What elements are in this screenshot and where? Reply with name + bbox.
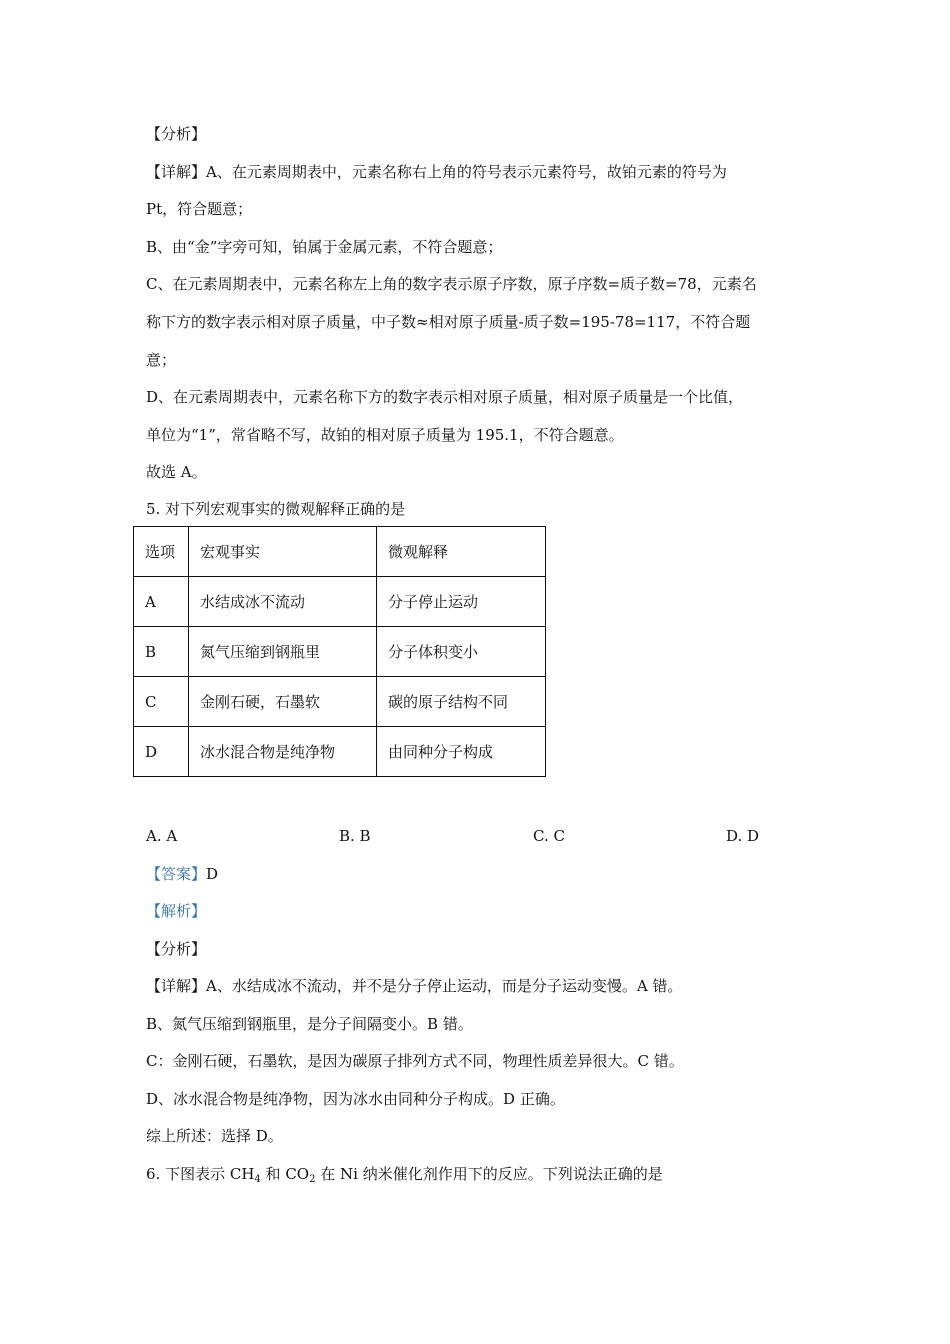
- table-cell: A: [134, 577, 189, 627]
- detail-line: D、冰水混合物是纯净物，因为冰水由同种分子构成。D 正确。: [146, 1090, 565, 1108]
- table-cell: B: [134, 627, 189, 677]
- analysis-heading-q4: 【分析】: [146, 125, 207, 143]
- explanation-heading: 【解析】: [146, 902, 207, 920]
- table-header-cell: 微观解释: [377, 527, 546, 577]
- table-header-cell: 宏观事实: [189, 527, 377, 577]
- question-5-stem: 5. 对下列宏观事实的微观解释正确的是: [146, 500, 406, 518]
- detail-line: 意；: [146, 351, 177, 369]
- table-cell: 氮气压缩到钢瓶里: [189, 627, 377, 677]
- answer-value: D: [206, 865, 219, 883]
- table-cell: 碳的原子结构不同: [377, 677, 546, 727]
- conclusion-line: 故选 A。: [146, 463, 207, 481]
- detail-line: 【详解】A、水结成冰不流动，并不是分子停止运动，而是分子运动变慢。A 错。: [146, 977, 683, 995]
- detail-line: Pt，符合题意；: [146, 200, 253, 218]
- option-d: D. D: [726, 827, 760, 845]
- summary-line: 综上所述：选择 D。: [146, 1127, 283, 1145]
- answer-line: [146, 864, 218, 884]
- table-row: [134, 577, 546, 627]
- table-cell: 冰水混合物是纯净物: [189, 727, 377, 777]
- detail-line: D、在元素周期表中，元素名称下方的数字表示相对原子质量，相对原子质量是一个比值，: [146, 388, 744, 406]
- detail-line: 单位为“1”，常省略不写，故铂的相对原子质量为 195.1，不符合题意。: [146, 426, 624, 444]
- table-cell: 由同种分子构成: [377, 727, 546, 777]
- subscript: 4: [254, 1174, 261, 1185]
- table-header-row: [134, 527, 546, 577]
- explanation-table: [133, 526, 546, 777]
- table-cell: 分子体积变小: [377, 627, 546, 677]
- table-cell: 分子停止运动: [377, 577, 546, 627]
- table-row: [134, 627, 546, 677]
- table-cell: D: [134, 727, 189, 777]
- table-header-cell: 选项: [134, 527, 189, 577]
- detail-line: 【详解】A、在元素周期表中，元素名称右上角的符号表示元素符号，故铂元素的符号为: [146, 163, 727, 181]
- detail-line: C：金刚石硬，石墨软，是因为碳原子排列方式不同，物理性质差异很大。C 错。: [146, 1052, 684, 1070]
- table-row: [134, 677, 546, 727]
- table-cell: 金刚石硬，石墨软: [189, 677, 377, 727]
- q6-text: 和 CO: [260, 1165, 310, 1183]
- detail-line: 称下方的数字表示相对原子质量，中子数≈相对原子质量-质子数=195-78=117，不符合题: [146, 313, 751, 331]
- option-c: C. C: [533, 827, 565, 845]
- detail-line: B、由“金”字旁可知，铂属于金属元素，不符合题意；: [146, 238, 503, 256]
- detail-line: B、氮气压缩到钢瓶里，是分子间隔变小。B 错。: [146, 1015, 473, 1033]
- table-row: [134, 727, 546, 777]
- q6-text: 在 Ni 纳米催化剂作用下的反应。下列说法正确的是: [315, 1165, 663, 1183]
- table-cell: C: [134, 677, 189, 727]
- detail-line: C、在元素周期表中，元素名称左上角的数字表示原子序数，原子序数=质子数=78，元素名: [146, 275, 757, 293]
- analysis-heading-q5: 【分析】: [146, 940, 207, 958]
- table-cell: 水结成冰不流动: [189, 577, 377, 627]
- subscript: 2: [309, 1174, 316, 1185]
- answer-label: 【答案】: [146, 865, 207, 883]
- question-6-stem: [146, 1164, 663, 1184]
- q6-text: 6. 下图表示 CH: [146, 1165, 255, 1183]
- option-b: B. B: [339, 827, 371, 845]
- option-a: A. A: [146, 827, 178, 845]
